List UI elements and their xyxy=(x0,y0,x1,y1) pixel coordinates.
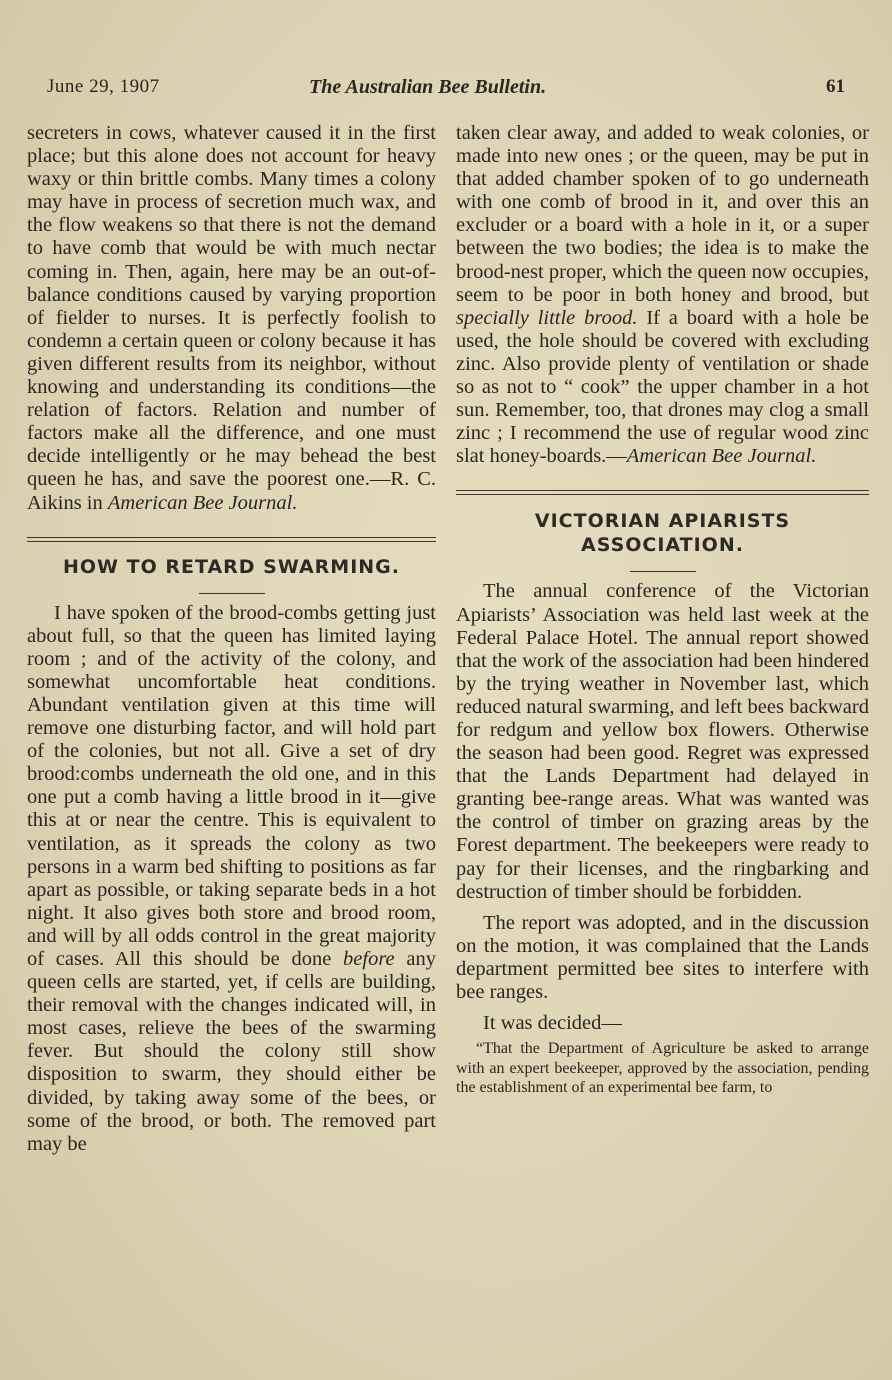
swarming-article-text: I have spoken of the brood-combs getting just about full, so that the queen has limited laying room ; and of the activity of the colony, and somewhat uncomfortable heat conditions. Abundant ventilation given at this time will remove one disturbing factor, and will hold part of the colonies, but not all. Give a set of dry brood:combs underneath the old one, and in this one put a comb having a little brood in it—give this at or near the centre. This is equivalent to ventilation, as it spreads the colony as two persons in a warm bed shifting to positions as far apart as possible, or taking separate beds in a hot night. It also gives both store and brood room, and will by all odds control in the great majority of cases. All this should be done before any queen cells are started, yet, if cells are building, their removal with the changes indicated will, in most cases, relieve the bees of the swarming fever. But should the colony still show disposition to swarm, they should either be divided, by taking away some of the bees, or some of the brood, or both. The removed part may be xyxy=(27,601,436,1155)
article-heading-retard-swarming: HOW TO RETARD SWARMING. xyxy=(63,555,400,578)
continued-article-text: secreters in cows, whatever caused it in the first place; but this alone does not account for heavy waxy or thin brittle combs. Many times a colony may have in process of secretion much wax, and the flow weakens so that there is not the demand to have comb that would be with much nectar coming in. Then, again, here may be an out-of-balance conditions caused by varying proportion of fielder to nurses. It is perfectly foolish to condemn a certain queen or colony because it has given different results from its neighbor, without knowing and understanding its conditions—the relation of factors. Relation and number of factors make all the difference, and one must decide intelligently or he may behead the best queen he has, and save the poorest one.—R. C. Aikins in American Bee Journal. xyxy=(27,122,436,514)
decision-paragraph: It was decided— xyxy=(483,1012,622,1035)
conference-paragraph: The annual conference of the Victorian Apiarists’ Association was held last week at the Federal Palace Hotel. The annual report showed that the work of the association had been hindered by the trying weather in November last, which reduced natural swarming, and left bees backward for redgum and yellow box flowers. Otherwise the season had been good. Regret was expressed that the Lands Department had delayed in granting bee-range areas. What was wanted was the control of timber on grazing areas by the Forest department. The beekeepers were ready to pay for their licenses, and the ringbarking and destruction of timber should be forbidden. xyxy=(456,580,869,903)
issue-date: June 29, 1907 xyxy=(47,76,160,97)
publication-title: The Australian Bee Bulletin. xyxy=(309,76,547,98)
right-column xyxy=(456,122,869,1097)
article-heading-victorian-apiarists: VICTORIAN APIARISTS ASSOCIATION. xyxy=(534,510,791,557)
page-number: 61 xyxy=(826,76,845,97)
source-citation: American Bee Journal. xyxy=(107,491,298,514)
continued-swarming-text: taken clear away, and added to weak colonies, or made into new ones ; or the queen, may be put in that added chamber spoken of to go underneath with one comb of brood in it, and over this an excluder or a board with a hole in it, or a super between the two bodies; the idea is to make the brood-nest proper, which the queen now occupies, seem to be poor in both honey and brood, but specially little brood. If a board with a hole be used, the hole should be covered with excluding zinc. Also provide plenty of ventilation or shade so as not to “ cook” the upper chamber in a hot sun. Remember, too, that drones may clog a small zinc ; I recommend the use of regular wood zinc slat honey-boards.—American Bee Journal. xyxy=(456,122,869,468)
left-column xyxy=(27,122,436,1156)
running-header xyxy=(47,76,845,104)
resolution-quote: “That the Department of Agriculture be asked to arrange with an expert beekeeper, approved by the association, pending the establishment of an experimental bee farm, to xyxy=(456,1040,869,1096)
source-citation: American Bee Journal. xyxy=(626,445,817,468)
report-paragraph: The report was adopted, and in the discussion on the motion, it was complained that the Lands department permitted bee sites to interfere with bee ranges. xyxy=(456,911,869,1003)
